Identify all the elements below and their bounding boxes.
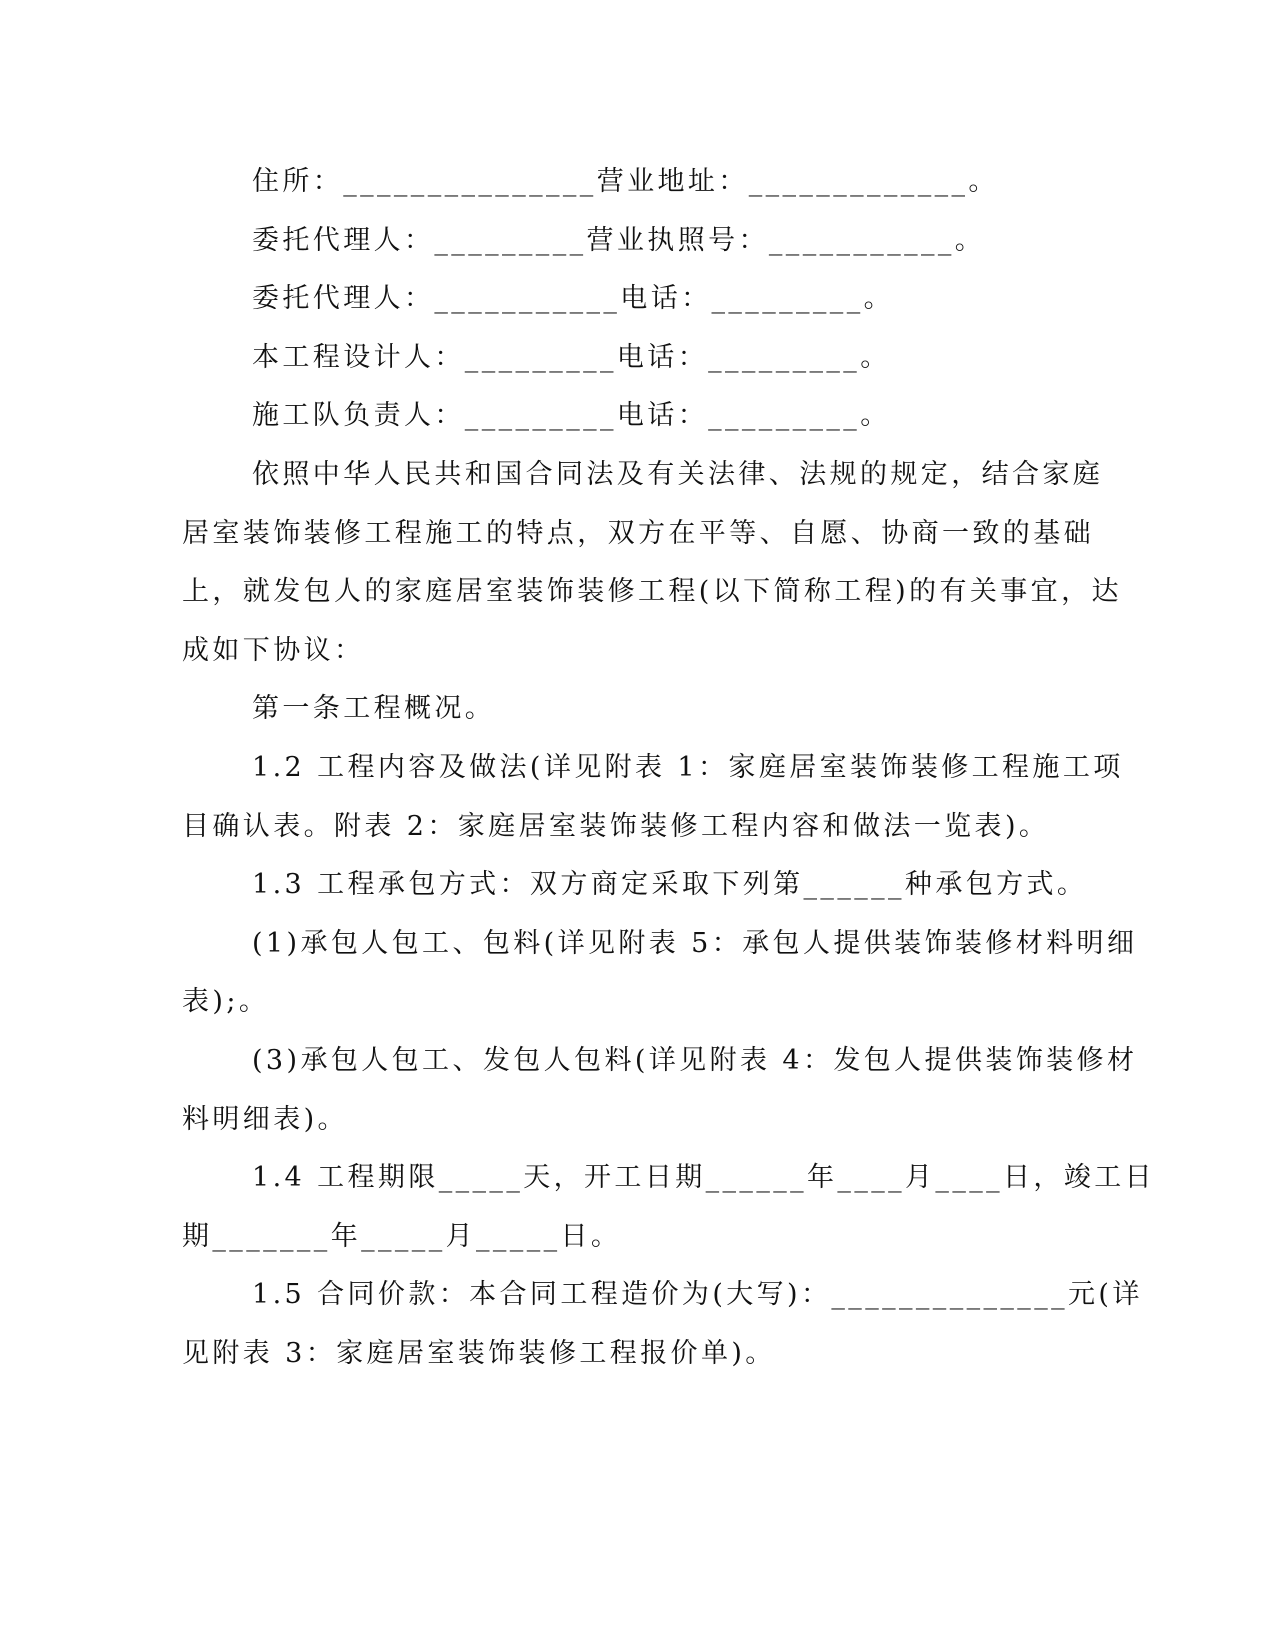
clause-1-2-line-2: 目确认表。附表 2：家庭居室装饰装修工程内容和做法一览表)。 xyxy=(182,810,1050,842)
clause-1-5-line-2: 见附表 3：家庭居室装饰装修工程报价单)。 xyxy=(182,1337,776,1369)
agent-license-line: 委托代理人：_________营业执照号：___________。 xyxy=(252,224,986,256)
clause-1-4-line-1: 1.4 工程期限_____天，开工日期______年____月____日，竣工日 xyxy=(252,1162,1156,1194)
preamble-line-2: 居室装饰装修工程施工的特点，双方在平等、自愿、协商一致的基础 xyxy=(182,517,1094,549)
option-3-line-2: 料明细表)。 xyxy=(182,1103,348,1135)
preamble-line-1: 依照中华人民共和国合同法及有关法律、法规的规定，结合家庭 xyxy=(252,458,1104,490)
clause-1-4-line-2: 期_______年_____月_____日。 xyxy=(182,1220,622,1252)
preamble-line-3: 上，就发包人的家庭居室装饰装修工程(以下简称工程)的有关事宜，达 xyxy=(182,576,1122,608)
clause-1-3-line: 1.3 工程承包方式：双方商定采取下列第______种承包方式。 xyxy=(252,869,1088,901)
designer-phone-line: 本工程设计人：_________电话：_________。 xyxy=(252,341,891,373)
team-leader-phone-line: 施工队负责人：_________电话：_________。 xyxy=(252,400,891,432)
agent-phone-line: 委托代理人：___________电话：_________。 xyxy=(252,283,894,315)
preamble-line-4: 成如下协议： xyxy=(182,634,365,666)
clause-1-5-line-1: 1.5 合同价款：本合同工程造价为(大写)：______________元(详 xyxy=(252,1279,1143,1311)
clause-1-2-line-1: 1.2 工程内容及做法(详见附表 1：家庭居室装饰装修工程施工项 xyxy=(252,751,1124,783)
option-3-line-1: (3)承包人包工、发包人包料(详见附表 4：发包人提供装饰装修材 xyxy=(252,1044,1138,1076)
option-1-line-1: (1)承包人包工、包料(详见附表 5：承包人提供装饰装修材料明细 xyxy=(252,927,1138,959)
address-line: 住所：_______________营业地址：_____________。 xyxy=(252,166,999,197)
contract-text xyxy=(182,153,1156,1383)
option-1-line-2: 表);。 xyxy=(182,986,270,1018)
article-one-heading: 第一条工程概况。 xyxy=(252,693,496,725)
